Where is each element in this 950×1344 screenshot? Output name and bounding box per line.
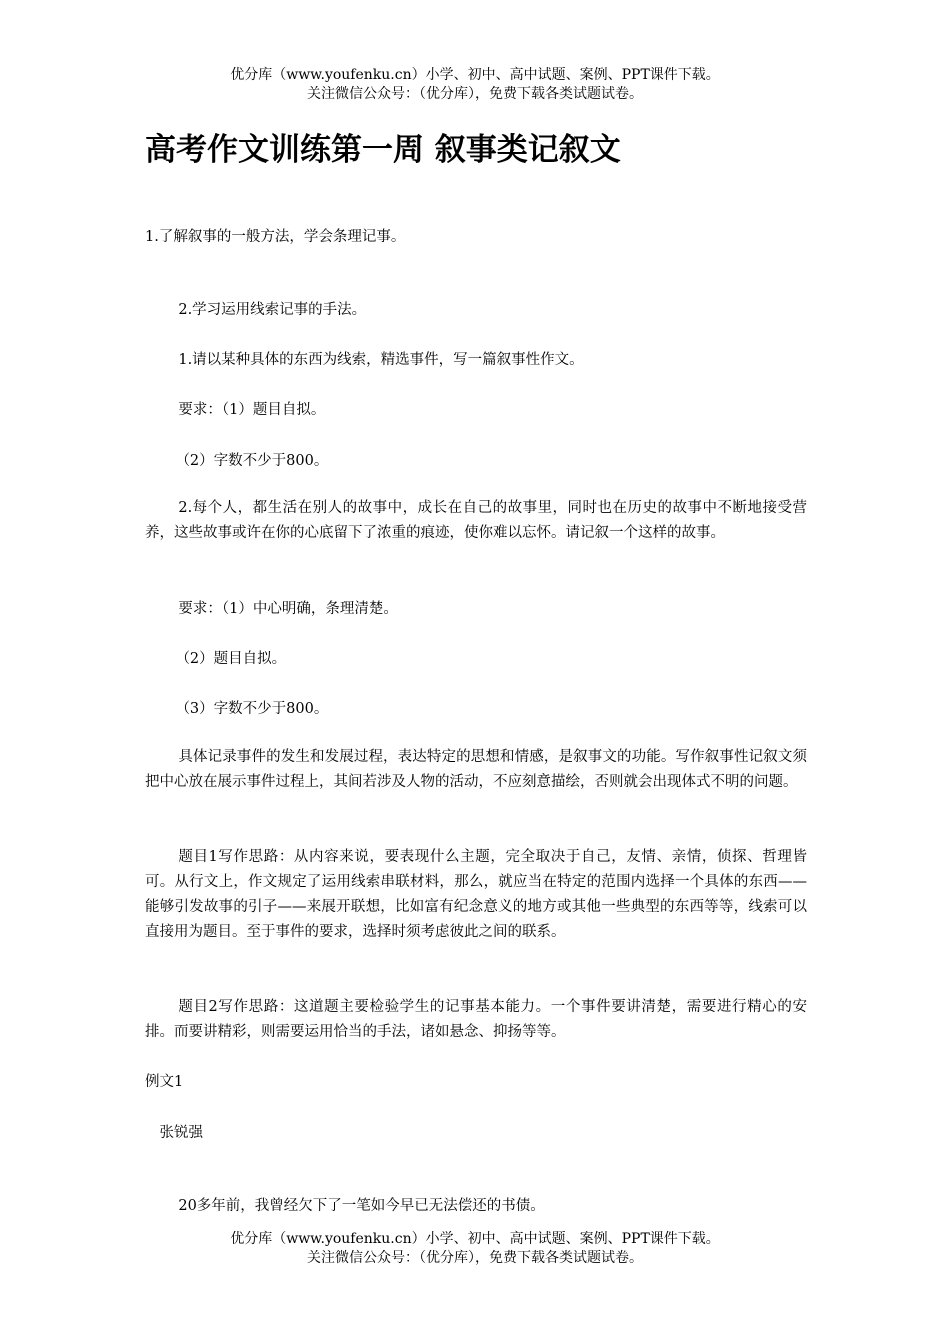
example-label: 例文1 — [145, 1074, 184, 1090]
header-line-1: 优分库（www.youfenku.cn）小学、初中、高中试题、案例、PPT课件下载。 — [230, 67, 720, 83]
footer-line-1: 优分库（www.youfenku.cn）小学、初中、高中试题、案例、PPT课件下载。 — [230, 1231, 720, 1247]
topic1-requirement-1: 要求：（1）题目自拟。 — [178, 402, 326, 418]
guide-topic1-idea: 题目1写作思路：从内容来说，要表现什么主题，完全取决于自己，友情、亲情，侦探、哲理皆可。从行文上，作文规定了运用线索串联材料，那么，就应当在特定的范围内选择一个具体的东西——能够引发故事的引子——来展开联想，比如富有纪念意义的地方或其他一些典型的东西等等，线索可以直接用为题目。至于事件的要求，选择时须考虑彼此之间的联系。 — [145, 849, 807, 940]
goal-item-2: 2.学习运用线索记事的手法。 — [178, 302, 367, 318]
example-author: 张锐强 — [159, 1125, 203, 1141]
page-footer — [0, 1230, 950, 1268]
topic2-prompt: 2.每个人，都生活在别人的故事中，成长在自己的故事里，同时也在历史的故事中不断地接受营养，这些故事或许在你的心底留下了浓重的痕迹，使你难以忘怀。请记叙一个这样的故事。 — [145, 500, 807, 541]
guide-intro: 具体记录事件的发生和发展过程，表达特定的思想和情感，是叙事文的功能。写作叙事性记叙文须把中心放在展示事件过程上，其间若涉及人物的活动，不应刻意描绘，否则就会出现体式不明的问题。 — [145, 749, 807, 790]
topic2-requirement-3: （3）字数不少于800。 — [175, 701, 329, 717]
document-title: 高考作文训练第一周 叙事类记叙文 — [145, 132, 621, 168]
topic2-requirement-2: （2）题目自拟。 — [175, 651, 287, 667]
topic1-prompt: 1.请以某种具体的东西为线索，精选事件，写一篇叙事性作文。 — [178, 352, 584, 368]
guide-topic2-idea: 题目2写作思路：这道题主要检验学生的记事基本能力。一个事件要讲清楚，需要进行精心的安排。而要讲精彩，则需要运用恰当的手法，诸如悬念、抑扬等等。 — [145, 999, 807, 1040]
topic1-requirement-2: （2）字数不少于800。 — [175, 453, 329, 469]
topic2-requirement-1: 要求：（1）中心明确，条理清楚。 — [178, 601, 398, 617]
goal-item-1: 1.了解叙事的一般方法，学会条理记事。 — [145, 229, 406, 245]
page-header — [0, 66, 950, 104]
footer-line-2: 关注微信公众号：（优分库），免费下载各类试题试卷。 — [307, 1250, 643, 1266]
header-line-2: 关注微信公众号：（优分库），免费下载各类试题试卷。 — [307, 86, 643, 102]
example-first-line: 20多年前，我曾经欠下了一笔如今早已无法偿还的书债。 — [178, 1198, 545, 1214]
